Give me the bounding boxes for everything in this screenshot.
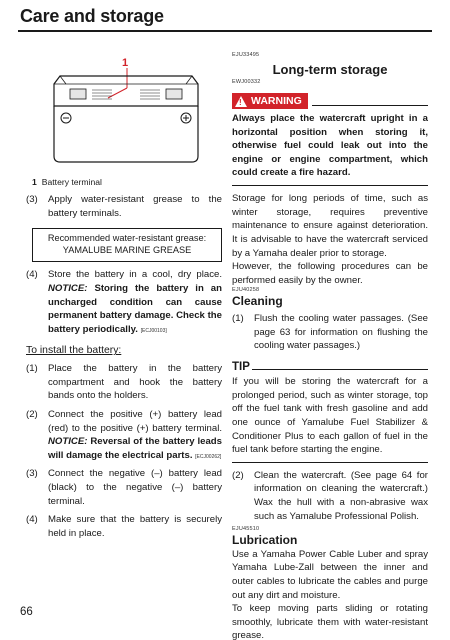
cleaning-heading: Cleaning [232, 294, 283, 309]
list-item [26, 268, 222, 336]
figure-callout-number: 1 [122, 57, 129, 69]
warning-code: EWJ00332 [232, 79, 261, 86]
reference-code: [ECJ00103] [140, 327, 167, 334]
long-term-storage-heading: Long-term storage [272, 61, 388, 77]
section-code: EJU33495 [232, 52, 260, 58]
step-text: Connect the negative (–) battery lead (black) to the negative (–) battery terminal. [48, 468, 222, 507]
box-line-1: Recommended water-resistant grease: [47, 233, 207, 244]
step-text: Apply water-resistant grease to the battery terminals. [48, 194, 222, 219]
notice-statement [48, 283, 222, 335]
step-number: (3) [26, 468, 38, 480]
step-text: Clean the watercraft. (See page 64 for information on cleaning the watercraft.) Wax the hull with a non-abrasive wax such as Yamalube Professional Polish. [254, 469, 428, 522]
lubrication-code: EJU45510 [232, 526, 260, 533]
warning-text: Always place the watercraft upright in a horizontal position when storing it, otherwise fuel could leak out into the engine or engine compartment, which could create a fire hazard. [232, 113, 428, 179]
step-text: Place the battery in the battery compartment and hook the battery bands onto the holders. [48, 363, 222, 402]
step-text [48, 408, 222, 462]
warning-label: WARNING [251, 94, 302, 107]
step-number: (1) [26, 363, 38, 375]
battery-figure [26, 52, 222, 172]
tip-label: TIP [232, 360, 250, 373]
step-body: Store the battery in a cool, dry place. [48, 269, 222, 281]
notice-label: NOTICE: [48, 436, 88, 448]
box-line-2: YAMALUBE MARINE GREASE [62, 245, 192, 256]
step-number: (2) [232, 469, 244, 481]
step-text [48, 268, 222, 336]
intro-paragraph-2: However, the following procedures can be performed easily by the owner. [232, 261, 428, 286]
lubrication-heading: Lubrication [232, 533, 298, 547]
step-text: Flush the cooling water passages. (See page 63 for information on flushing the cooling water passages.) [254, 312, 428, 352]
cleaning-code: EJU40258 [232, 287, 260, 294]
list-item [232, 312, 428, 353]
step-number: (4) [26, 269, 38, 281]
list-item [232, 469, 428, 523]
lubrication-paragraph-2: To keep moving parts sliding or rotating smoothly, lubricate them with water-resistant grease. [232, 603, 428, 640]
reference-code: [ECJ00262] [195, 453, 222, 460]
notice-text: Reversal of the battery leads will damage the electrical parts. [48, 436, 222, 461]
notice-label: NOTICE: [48, 282, 88, 294]
recommended-grease-box [32, 228, 222, 262]
step-number: (1) [232, 312, 244, 324]
tip-end-rule [232, 462, 428, 463]
right-column [232, 52, 428, 640]
step-body: Connect the positive (+) battery lead (red) to the positive (+) battery terminal. [48, 408, 222, 434]
list-item [26, 408, 222, 462]
step-number: (3) [26, 194, 38, 206]
left-column [26, 52, 222, 540]
step-text: Make sure that the battery is securely held in place. [48, 514, 222, 539]
figure-caption [26, 176, 222, 188]
list-item [26, 362, 222, 403]
list-item [26, 193, 222, 220]
warning-header [232, 93, 428, 109]
notice-text: Storing the battery in an uncharged condition can cause permanent battery damage. Check the battery periodically. [48, 282, 222, 335]
warning-badge [232, 93, 308, 109]
warning-end-rule [232, 185, 428, 186]
caption-text: Battery terminal [41, 177, 102, 187]
section-title: Care and storage [20, 6, 164, 26]
warning-triangle-icon: ! [235, 96, 247, 107]
intro-paragraph: Storage for long periods of time, such as winter storage, requires preventive maintenance to ensure against deterioration. It is advisable to have the watercraft serviced by a Yamaha dealer prior to storage. [232, 193, 428, 259]
list-item [26, 467, 222, 508]
page-number: 66 [20, 606, 33, 618]
tip-text: If you will be storing the watercraft for a prolonged period, such as winter storage, top off the fuel tank with fresh gasoline and add one ounce of Yamalube Fuel Stabilizer & Conditioner Plus to each gallon of fuel in the fuel tank before starting the engine. [232, 376, 428, 456]
tip-header [232, 359, 428, 375]
lubrication-paragraph: Use a Yamaha Power Cable Luber and spray Yamaha Lube-Zall between the inner and outer cables to lubricate the cables and purge out any dirt and moisture. [232, 548, 428, 601]
title-rule [18, 30, 432, 32]
tip-rule [252, 369, 428, 370]
caption-number: 1 [32, 177, 37, 187]
warning-rule [312, 105, 428, 106]
step-number: (4) [26, 514, 38, 526]
install-heading: To install the battery: [26, 345, 122, 357]
step-number: (2) [26, 408, 38, 420]
list-item [26, 513, 222, 540]
